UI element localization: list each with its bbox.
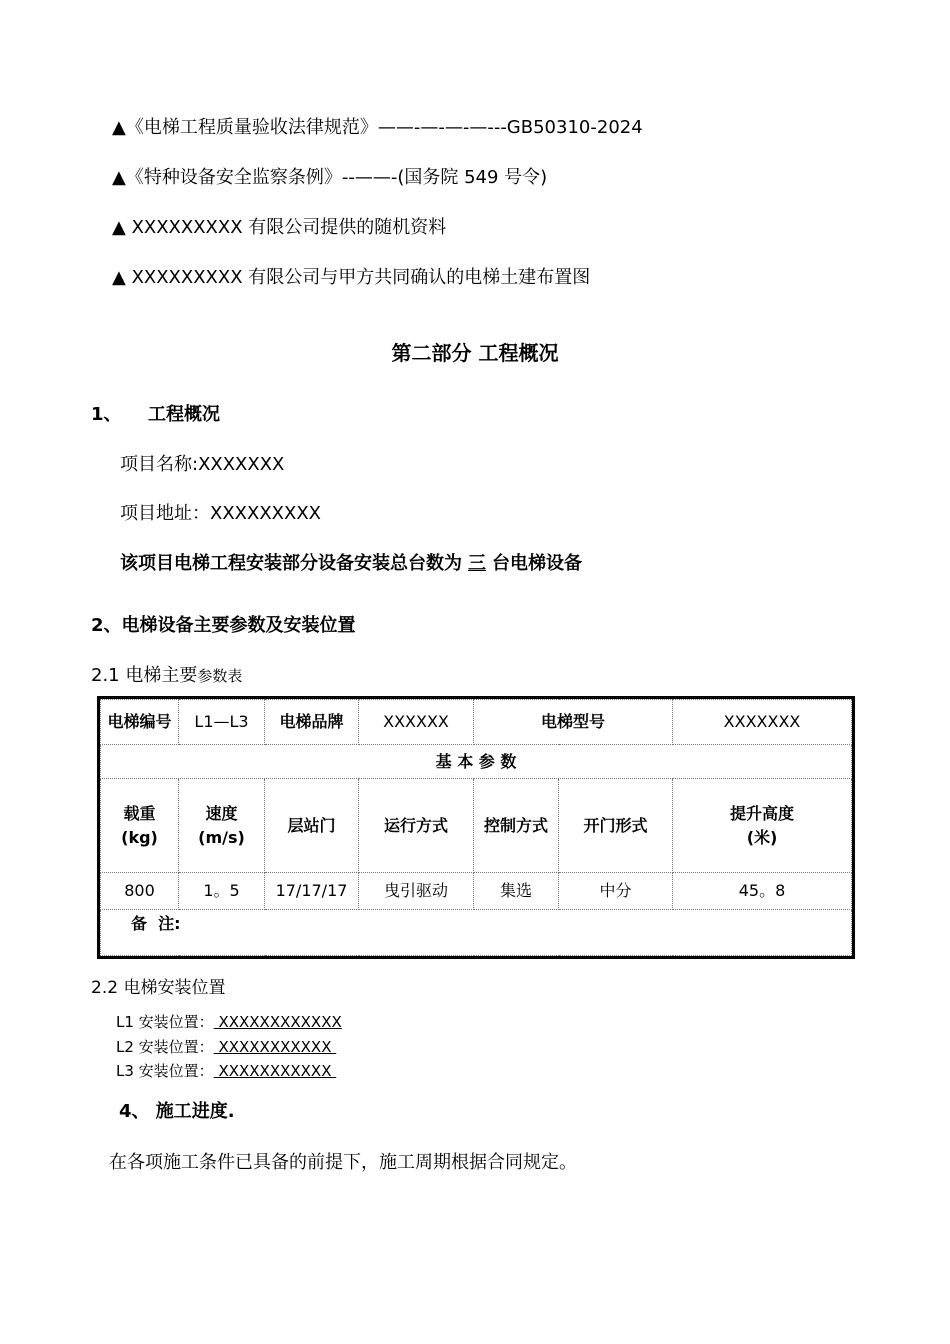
install-location-item — [116, 1011, 342, 1032]
header-line: (m/s) — [198, 827, 245, 847]
table-cell: 电梯型号 — [474, 700, 673, 745]
summary-text: 该项目电梯工程安装部分设备安装总台数为 — [120, 553, 462, 574]
subsection-title-main: 2.1 电梯主要 — [91, 665, 198, 686]
reference-item: ▲ XXXXXXXXX 有限公司与甲方共同确认的电梯土建布置图 — [112, 267, 591, 288]
table-header-cell: 运行方式 — [359, 779, 474, 873]
install-location-label: L2 安装位置： — [116, 1038, 214, 1056]
elevator-count: 三 — [468, 553, 486, 574]
reference-item: ▲《电梯工程质量验收法律规范》——-—-—-—---GB50310-2024 — [112, 117, 643, 138]
table-cell: 曳引驱动 — [359, 873, 474, 910]
remark-cell: 备 注: — [101, 910, 852, 956]
table-cell: 1。5 — [179, 873, 265, 910]
table-row — [101, 700, 852, 745]
section-title: 4、 施工进度. — [119, 1101, 235, 1122]
install-location-label: L1 安装位置： — [116, 1013, 214, 1031]
install-location-value: XXXXXXXXXXX — [213, 1038, 337, 1056]
subsection-title — [91, 661, 242, 687]
table-cell: L1—L3 — [179, 700, 265, 745]
section-title: 2、电梯设备主要参数及安装位置 — [91, 615, 356, 636]
install-location-label: L3 安装位置： — [116, 1062, 214, 1080]
reference-item: ▲ XXXXXXXXX 有限公司提供的随机资料 — [112, 217, 447, 238]
table-row — [101, 910, 852, 956]
section-number: 1、 — [91, 404, 122, 425]
elevator-count-summary — [120, 549, 582, 575]
table-cell: 集选 — [474, 873, 559, 910]
reference-item: ▲《特种设备安全监察条例》--——-(国务院 549 号令) — [112, 167, 548, 188]
elevator-parameter-table — [97, 696, 855, 959]
subsection-title: 2.2 电梯安装位置 — [91, 978, 226, 998]
table-header-cell — [101, 779, 179, 873]
table-cell: 45。8 — [673, 873, 852, 910]
table-header-cell: 控制方式 — [474, 779, 559, 873]
table-header-cell: 层站门 — [265, 779, 359, 873]
table-cell: 中分 — [559, 873, 673, 910]
header-line: (kg) — [121, 827, 158, 847]
section-title: 工程概况 — [148, 404, 220, 425]
table-cell: 17/17/17 — [265, 873, 359, 910]
table-cell: 电梯品牌 — [265, 700, 359, 745]
table-header-cell — [179, 779, 265, 873]
install-location-item — [116, 1036, 336, 1057]
table-header-cell — [673, 779, 852, 873]
header-line: 载重 — [123, 803, 156, 823]
project-address: 项目地址：XXXXXXXXX — [120, 503, 321, 524]
project-name: 项目名称:XXXXXXX — [120, 454, 285, 475]
table-cell: 电梯编号 — [101, 700, 179, 745]
table-header-cell: 开门形式 — [559, 779, 673, 873]
table-cell: 800 — [101, 873, 179, 910]
install-location-item — [116, 1060, 336, 1081]
table-row — [101, 745, 852, 779]
header-line: 速度 — [205, 803, 238, 823]
table-cell: XXXXXXX — [673, 700, 852, 745]
subsection-title-small: 参数表 — [197, 667, 243, 685]
summary-text-end: 台电梯设备 — [492, 553, 582, 574]
table-cell: 基 本 参 数 — [101, 745, 852, 779]
install-location-value: XXXXXXXXXXXX — [213, 1013, 342, 1031]
schedule-text: 在各项施工条件已具备的前提下，施工周期根据合同规定。 — [109, 1152, 577, 1173]
table-header-row — [101, 779, 852, 873]
install-location-value: XXXXXXXXXXX — [213, 1062, 337, 1080]
header-line: (米) — [746, 827, 778, 847]
table-row — [101, 873, 852, 910]
part-title: 第二部分 工程概况 — [391, 341, 559, 365]
table-cell: XXXXXX — [359, 700, 474, 745]
header-line: 提升高度 — [730, 803, 795, 823]
